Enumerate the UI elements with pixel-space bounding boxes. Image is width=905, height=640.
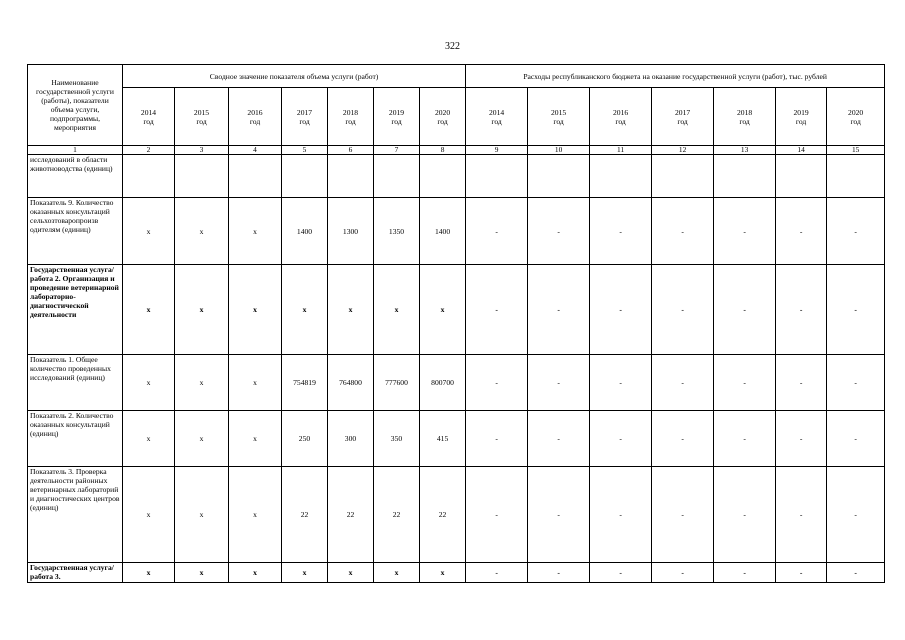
table-row [28, 198, 885, 265]
row-name: Показатель 3. Проверка деятельности районных ветеринарных лабораторий и диагностических центров (единиц) [28, 467, 123, 563]
row-cell: - [652, 355, 714, 411]
row-name: Показатель 9. Количество оказанных консультаций сельхозтоваропроизв одителям (единиц) [28, 198, 123, 265]
row-cell [827, 155, 885, 198]
header-row-top [28, 65, 885, 88]
column-number: 8 [420, 146, 466, 155]
row-cell: - [652, 411, 714, 467]
header-year: 2019 год [374, 88, 420, 146]
row-cell [652, 155, 714, 198]
column-number: 1 [28, 146, 123, 155]
row-cell: - [652, 265, 714, 355]
row-cell: - [652, 563, 714, 583]
column-number: 10 [528, 146, 590, 155]
services-table [27, 64, 885, 583]
row-cell: х [175, 411, 229, 467]
row-cell: х [123, 467, 175, 563]
header-year: 2016 год [590, 88, 652, 146]
row-name: исследований в области животноводства (единиц) [28, 155, 123, 198]
row-cell: 350 [374, 411, 420, 467]
row-cell: х [229, 265, 282, 355]
row-cell: - [652, 467, 714, 563]
row-cell: х [175, 355, 229, 411]
row-name: Государственная услуга/работа 3. [28, 563, 123, 583]
row-cell: - [466, 265, 528, 355]
header-name-col: Наименование государственной услуги (работы), показатели объема услуги, подпрограммы, мероприятия [28, 65, 123, 146]
row-cell: 300 [328, 411, 374, 467]
table-row [28, 265, 885, 355]
column-number: 14 [776, 146, 827, 155]
row-cell: х [175, 265, 229, 355]
row-cell: х [175, 198, 229, 265]
row-cell: х [123, 411, 175, 467]
row-cell: - [827, 563, 885, 583]
row-cell: - [590, 411, 652, 467]
column-number: 13 [714, 146, 776, 155]
row-cell: - [590, 563, 652, 583]
row-cell: х [420, 563, 466, 583]
row-name: Показатель 2. Количество оказанных консультаций (единиц) [28, 411, 123, 467]
row-cell: - [827, 467, 885, 563]
column-number: 3 [175, 146, 229, 155]
header-group-volume: Сводное значение показателя объема услуги (работ) [123, 65, 466, 88]
row-cell: - [714, 467, 776, 563]
row-cell [229, 155, 282, 198]
row-cell: - [466, 467, 528, 563]
row-cell: - [466, 355, 528, 411]
row-cell: х [175, 563, 229, 583]
row-cell: - [776, 411, 827, 467]
header-year: 2014 год [466, 88, 528, 146]
row-cell: 250 [282, 411, 328, 467]
row-cell [466, 155, 528, 198]
column-number: 4 [229, 146, 282, 155]
header-year: 2019 год [776, 88, 827, 146]
table-row [28, 411, 885, 467]
row-cell: х [229, 467, 282, 563]
row-cell: - [714, 198, 776, 265]
row-cell [420, 155, 466, 198]
header-year: 2017 год [652, 88, 714, 146]
column-number: 7 [374, 146, 420, 155]
column-number: 12 [652, 146, 714, 155]
row-cell: х [229, 563, 282, 583]
row-cell: х [123, 355, 175, 411]
row-cell: - [528, 467, 590, 563]
row-cell: 777600 [374, 355, 420, 411]
row-cell: 22 [374, 467, 420, 563]
row-cell: - [776, 467, 827, 563]
header-year: 2020 год [420, 88, 466, 146]
column-number: 15 [827, 146, 885, 155]
row-cell [528, 155, 590, 198]
row-cell: - [590, 265, 652, 355]
row-cell: 1300 [328, 198, 374, 265]
page-number: 322 [445, 41, 460, 52]
row-cell: х [282, 265, 328, 355]
header-year: 2017 год [282, 88, 328, 146]
row-cell: х [374, 265, 420, 355]
row-cell: х [229, 355, 282, 411]
row-cell: - [714, 265, 776, 355]
row-name: Показатель 1. Общее количество проведенных исследований (единиц) [28, 355, 123, 411]
column-number: 6 [328, 146, 374, 155]
table-row [28, 467, 885, 563]
row-name: Государственная услуга/работа 2. Организация и проведение ветеринарной лабораторно-диагностической деятельности [28, 265, 123, 355]
row-cell: - [528, 265, 590, 355]
header-year: 2018 год [328, 88, 374, 146]
row-cell [714, 155, 776, 198]
row-cell: - [466, 411, 528, 467]
row-cell: 754819 [282, 355, 328, 411]
row-cell: х [123, 198, 175, 265]
row-cell: - [528, 563, 590, 583]
row-cell: - [776, 355, 827, 411]
row-cell: - [590, 355, 652, 411]
header-group-expenses: Расходы республиканского бюджета на оказание государственной услуги (работ), тыс. рублей [466, 65, 885, 88]
row-cell: х [328, 265, 374, 355]
header-year: 2015 год [528, 88, 590, 146]
row-cell: 415 [420, 411, 466, 467]
row-cell: 800700 [420, 355, 466, 411]
row-cell: 22 [282, 467, 328, 563]
row-cell: х [328, 563, 374, 583]
row-cell: - [528, 411, 590, 467]
row-cell: х [420, 265, 466, 355]
header-year: 2018 год [714, 88, 776, 146]
row-cell: - [827, 265, 885, 355]
row-cell: - [714, 563, 776, 583]
row-cell: х [374, 563, 420, 583]
table-row [28, 355, 885, 411]
column-number: 9 [466, 146, 528, 155]
row-cell: 22 [328, 467, 374, 563]
row-cell: х [229, 411, 282, 467]
column-number: 2 [123, 146, 175, 155]
row-cell: х [123, 265, 175, 355]
row-cell: 1400 [420, 198, 466, 265]
row-cell: х [175, 467, 229, 563]
row-cell: - [776, 265, 827, 355]
row-cell: - [652, 198, 714, 265]
row-cell [282, 155, 328, 198]
row-cell [175, 155, 229, 198]
row-cell [123, 155, 175, 198]
row-cell: - [714, 411, 776, 467]
header-year: 2015 год [175, 88, 229, 146]
row-cell: - [827, 411, 885, 467]
row-cell: - [528, 355, 590, 411]
row-cell [374, 155, 420, 198]
row-cell [590, 155, 652, 198]
row-cell [328, 155, 374, 198]
column-numbers-row [28, 146, 885, 155]
row-cell: 764800 [328, 355, 374, 411]
row-cell: х [123, 563, 175, 583]
row-cell: 22 [420, 467, 466, 563]
header-years-row [28, 88, 885, 146]
row-cell: - [827, 355, 885, 411]
row-cell: 1350 [374, 198, 420, 265]
table-row [28, 155, 885, 198]
table-row [28, 563, 885, 583]
row-cell: - [714, 355, 776, 411]
row-cell: - [776, 198, 827, 265]
row-cell: - [466, 563, 528, 583]
row-cell: - [466, 198, 528, 265]
row-cell: - [827, 198, 885, 265]
header-year: 2016 год [229, 88, 282, 146]
row-cell: х [229, 198, 282, 265]
row-cell: - [590, 198, 652, 265]
header-year: 2020 год [827, 88, 885, 146]
column-number: 11 [590, 146, 652, 155]
column-number: 5 [282, 146, 328, 155]
row-cell: 1400 [282, 198, 328, 265]
row-cell: - [590, 467, 652, 563]
row-cell [776, 155, 827, 198]
row-cell: - [776, 563, 827, 583]
row-cell: х [282, 563, 328, 583]
row-cell: - [528, 198, 590, 265]
header-year: 2014 год [123, 88, 175, 146]
